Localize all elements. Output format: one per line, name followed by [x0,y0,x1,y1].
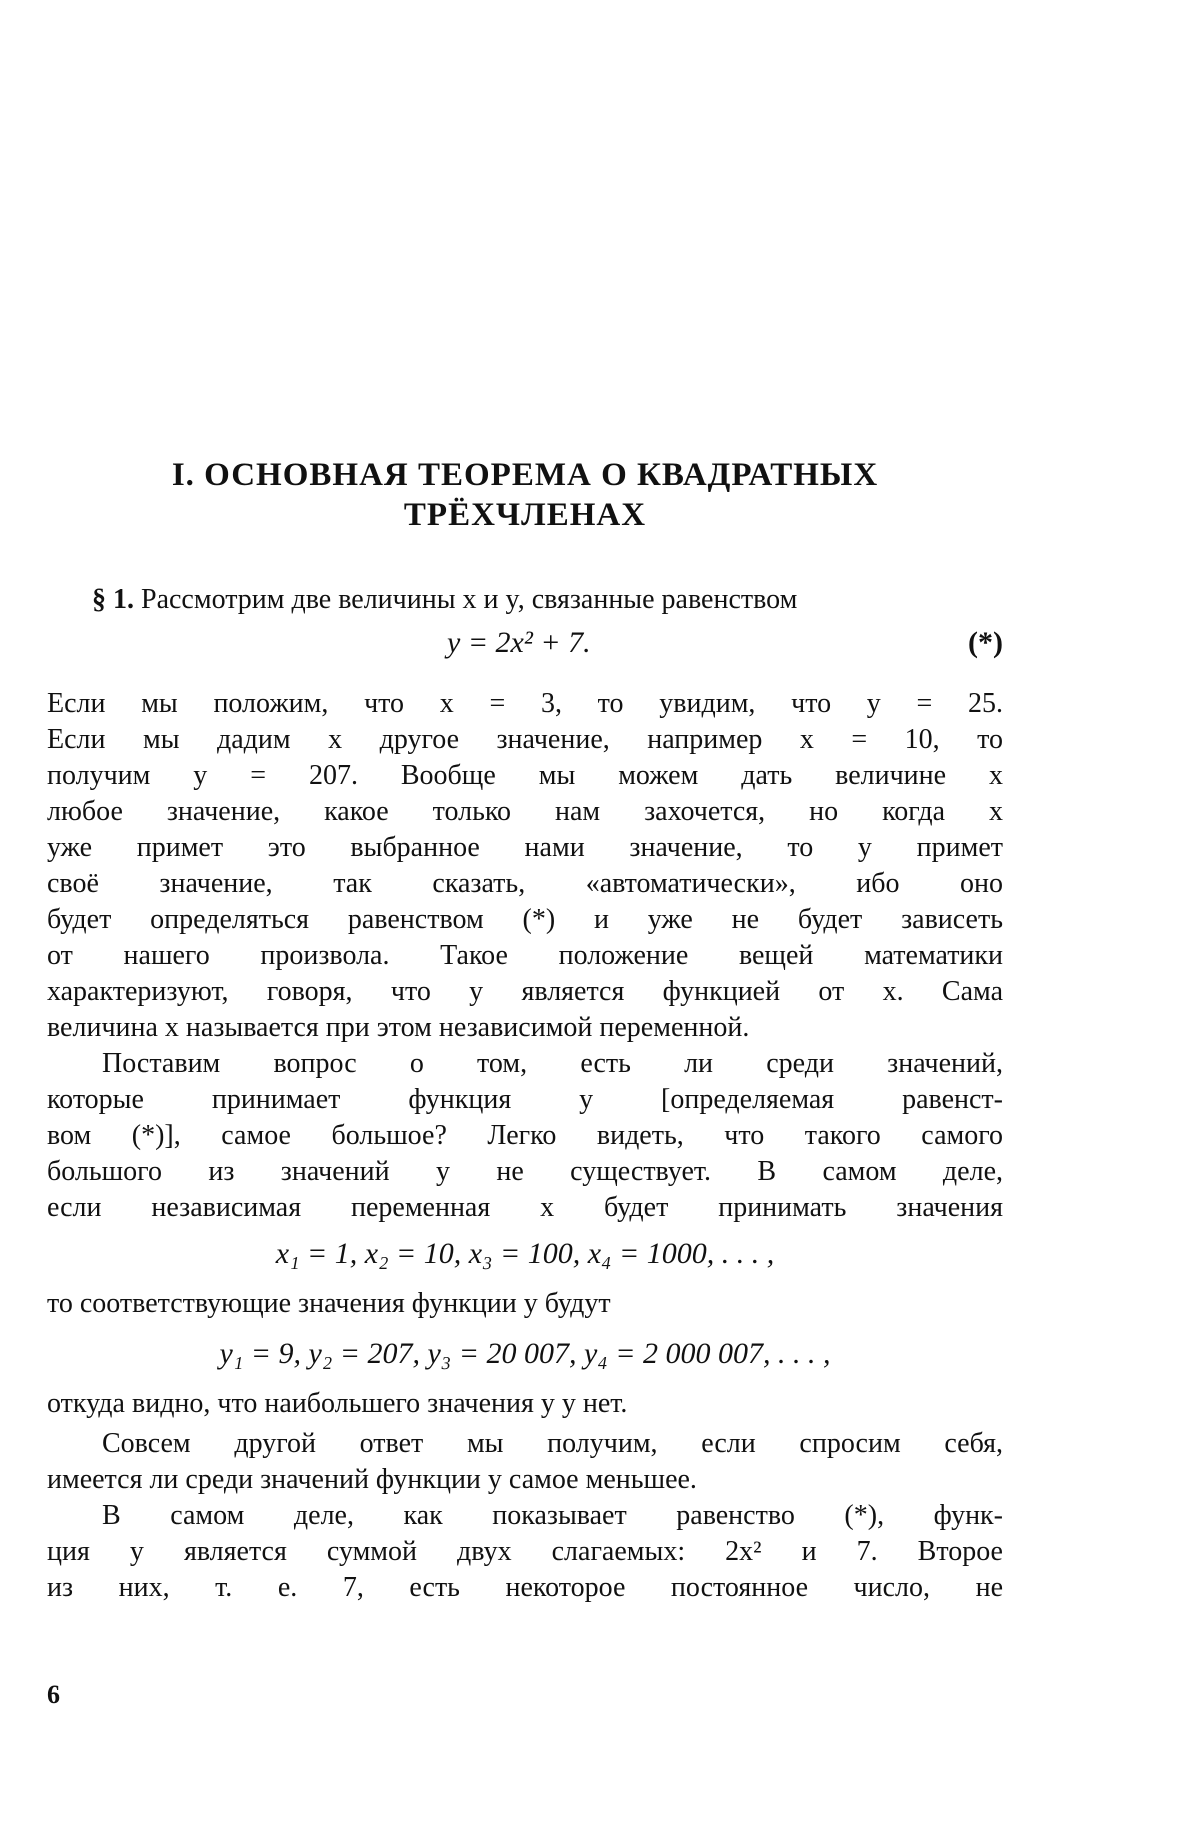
book-page [47,0,1003,1825]
paragraph-1 [47,686,1003,1046]
text-line: своё значение, так сказать, «автоматически», ибо оно [47,868,1003,899]
text-line: получим y = 207. Вообще мы можем дать величине x [47,760,1003,791]
text-line: будет определяться равенством (*) и уже не будет зависеть [47,904,1003,935]
chapter-title-line-2: ТРЁХЧЛЕНАХ [403,497,647,533]
text-line: Поставим вопрос о том, есть ли среди значений, [102,1048,1003,1079]
text-line: откуда видно, что наибольшего значения у y нет. [47,1388,628,1419]
formula-mark: (*) [968,626,1003,659]
text-line: Если мы положим, что x = 3, то увидим, что y = 25. [47,688,1003,719]
formula-row [47,626,1003,666]
text-line: Совсем другой ответ мы получим, если спросим себя, [102,1428,1003,1459]
text-line: уже примет это выбранное нами значение, то y примет [47,832,1003,863]
text-line: из них, т. е. 7, есть некоторое постоянное число, не [47,1572,1003,1603]
text-line: Если мы дадим x другое значение, например x = 10, то [47,724,1003,755]
section-number: § 1. [92,584,134,615]
text-line: величина x называется при этом независимой переменной. [47,1012,750,1043]
text-line: то соответствующие значения функции y будут [47,1288,611,1319]
main-formula: y = 2x² + 7. [447,626,591,659]
paragraph-3 [47,1426,1003,1498]
text-line: характеризуют, говоря, что y является функцией от x. Сама [47,976,1003,1007]
text-line: если независимая переменная x будет принимать значения [47,1192,1003,1223]
text-line: большого из значений y не существует. В самом деле, [47,1156,1003,1187]
x-values-formula: x₁ = 1, x₂ = 10, x₃ = 100, x₄ = 1000, . . . , [275,1237,775,1270]
page-number: 6 [47,1680,60,1709]
text-line: от нашего произвола. Такое положение вещей математики [47,940,1003,971]
text-line: имеется ли среди значений функции y самое меньшее. [47,1464,697,1495]
section-intro [92,582,1003,618]
section-intro-text: Рассмотрим две величины x и y, связанные равенством [141,584,798,615]
text-line: ция y является суммой двух слагаемых: 2x² и 7. Второе [47,1536,1003,1567]
text-line: В самом деле, как показывает равенство (*), функ- [102,1500,1003,1531]
text-line: вом (*)], самое большое? Легко видеть, что такого самого [47,1120,1003,1151]
y-values-formula: y₁ = 9, y₂ = 207, y₃ = 20 007, y₄ = 2 000 007, . . . , [219,1337,831,1370]
text-line: которые принимает функция y [определяемая равенст- [47,1084,1003,1115]
chapter-title-line-1: I. ОСНОВНАЯ ТЕОРЕМА О КВАДРАТНЫХ [171,457,879,493]
chapter-heading [47,455,1003,535]
text-line: любое значение, какое только нам захочется, но когда x [47,796,1003,827]
paragraph-4 [47,1498,1003,1606]
body-text [47,686,1003,1606]
paragraph-2 [47,1046,1003,1226]
